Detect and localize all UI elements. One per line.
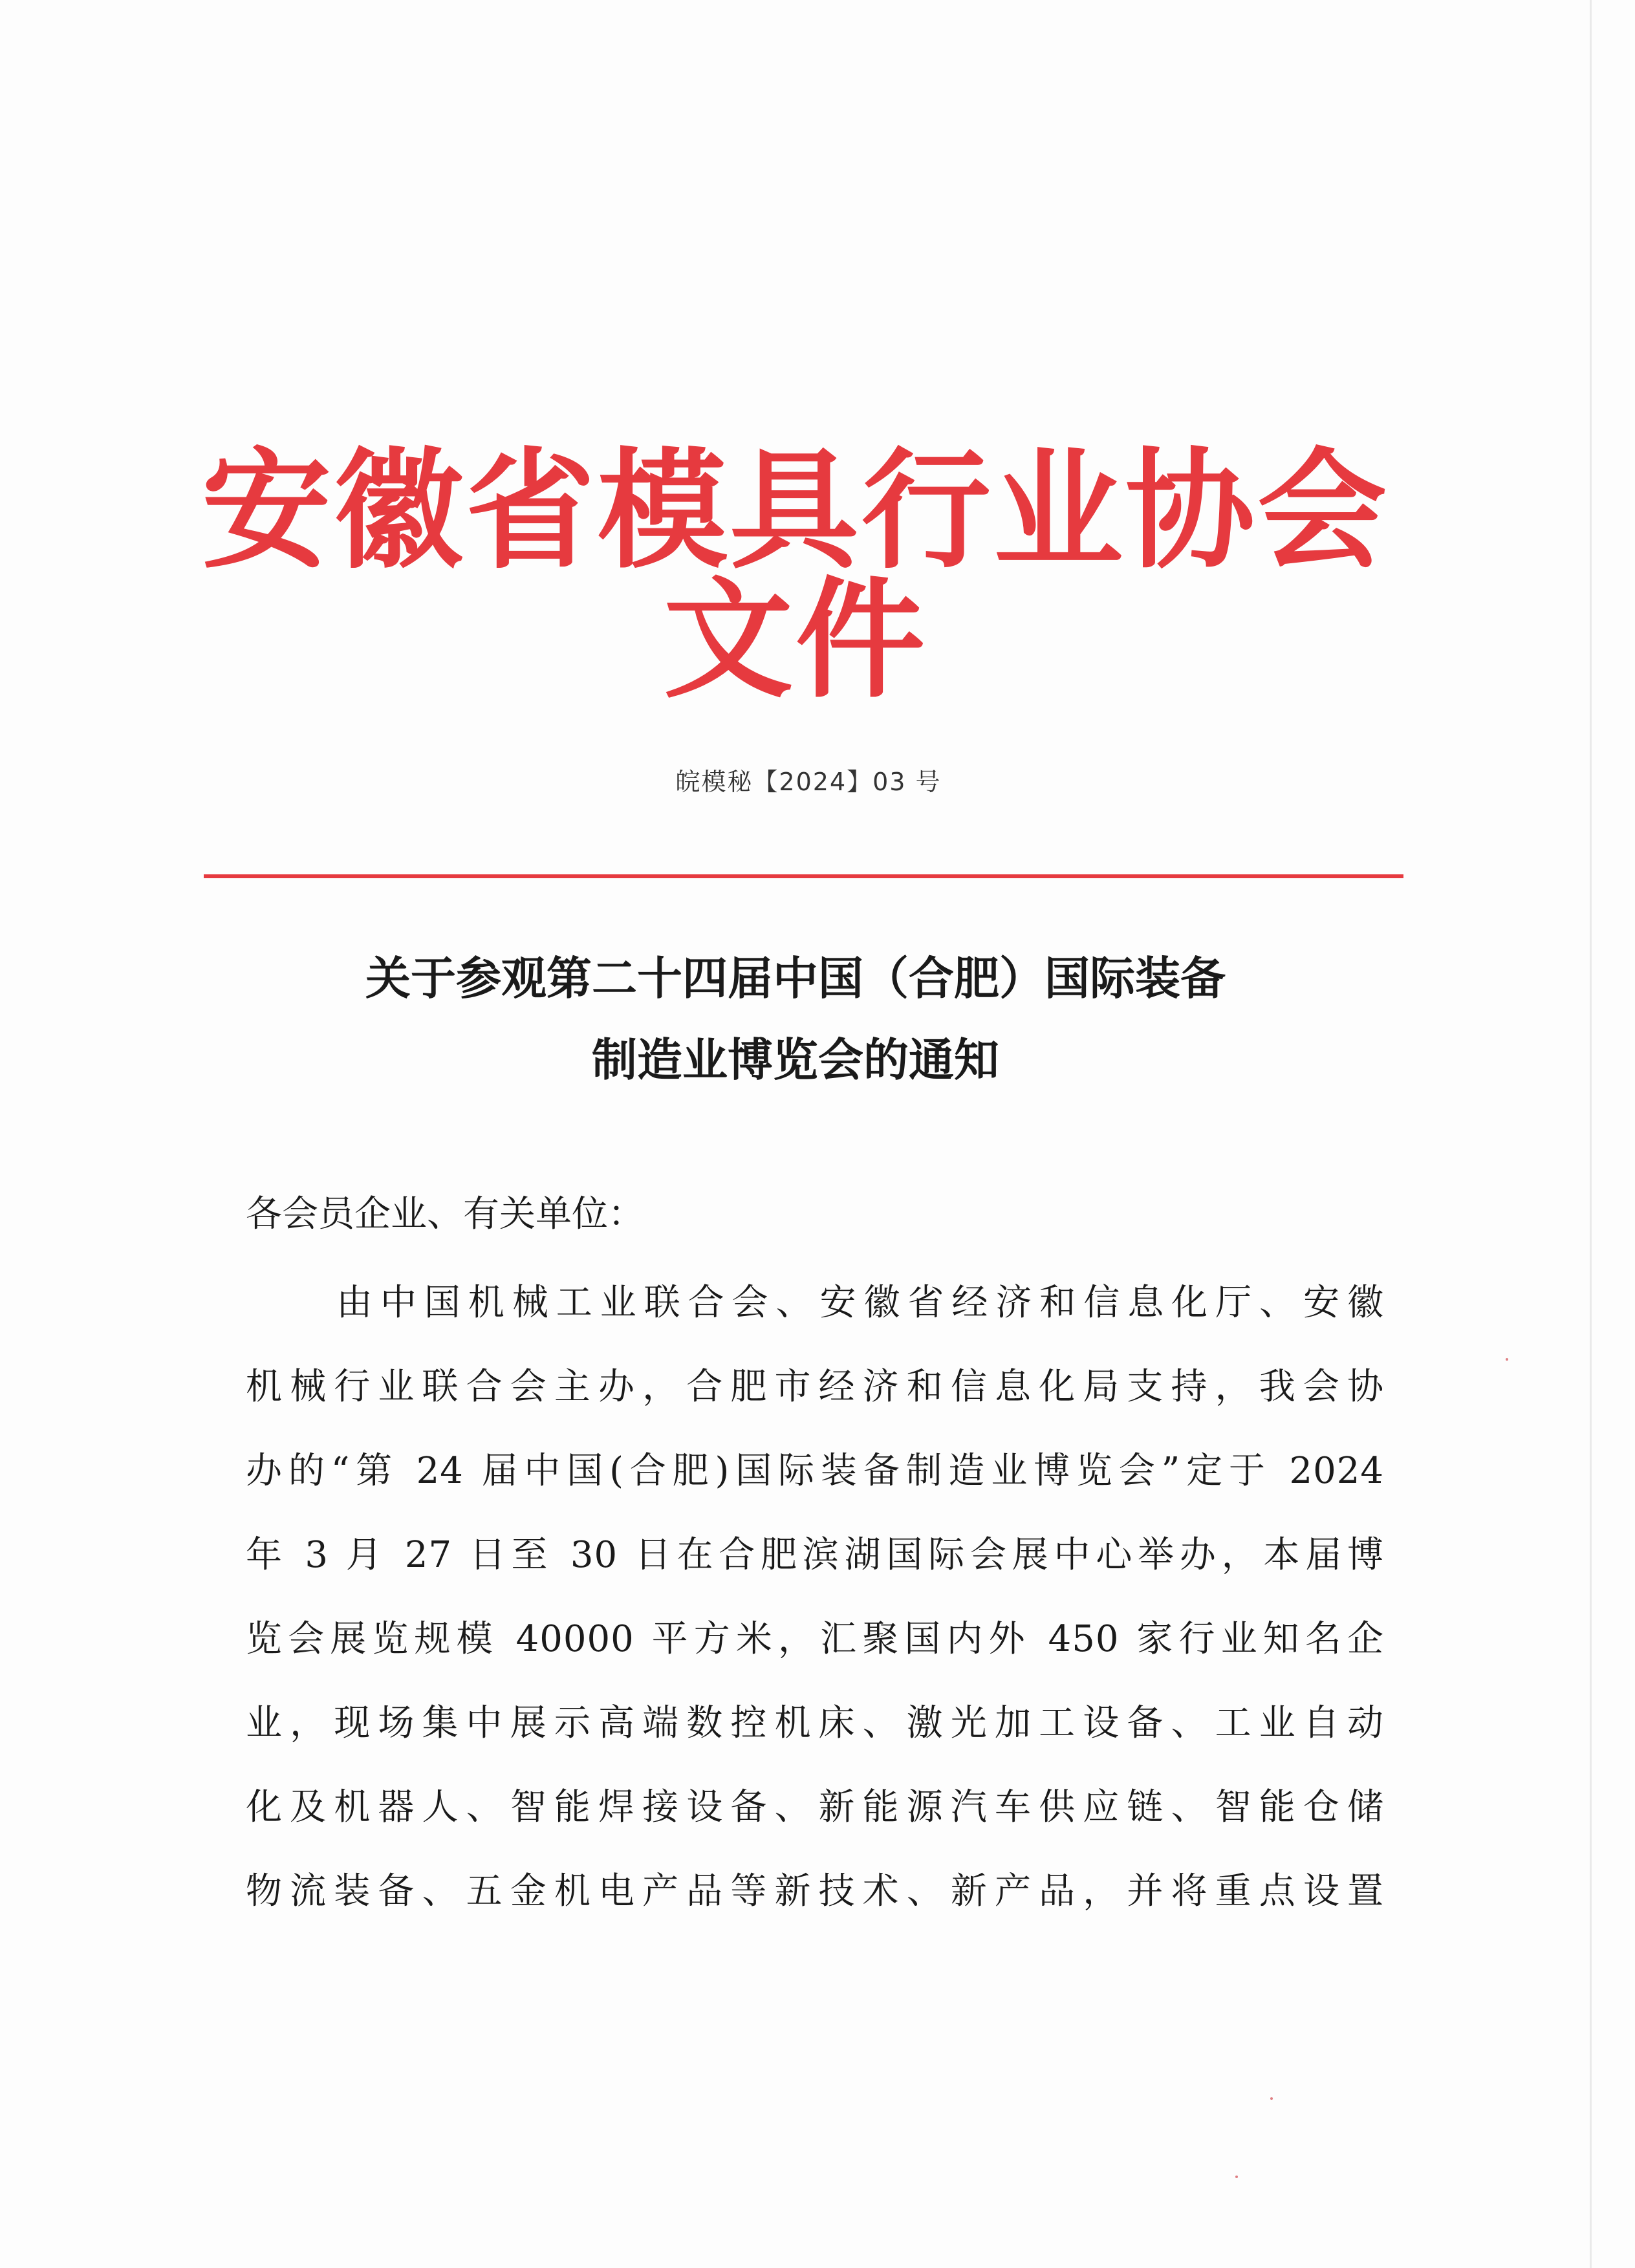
scan-speck xyxy=(1506,1358,1508,1361)
document-number: 皖模秘【2024】03 号 xyxy=(675,768,942,796)
red-divider-line xyxy=(204,874,1403,878)
body-line: 业，现场集中展示高端数控机床、激光加工设备、工业自动 xyxy=(246,1702,1384,1744)
notice-title-line: 制造业博览会的通知 xyxy=(592,1033,999,1086)
notice-title xyxy=(194,938,1397,1101)
body-line: 览会展览规模 40000 平方米，汇聚国内外 450 家行业知名企 xyxy=(246,1618,1384,1660)
body-line: 由中国机械工业联合会、安徽省经济和信息化厅、安徽 xyxy=(336,1282,1384,1324)
salutation: 各会员企业、有关单位： xyxy=(246,1193,644,1235)
body-line: 年 3 月 27 日至 30 日在合肥滨湖国际会展中心举办，本届博 xyxy=(246,1534,1384,1576)
scan-speck xyxy=(1235,2176,1238,2178)
notice-title-line: 关于参观第二十四届中国（合肥）国际装备 xyxy=(365,951,1226,1005)
scan-speck xyxy=(1270,2097,1273,2100)
notice-body xyxy=(246,1261,1384,1934)
body-line: 办的“第 24 届中国(合肥)国际装备制造业博览会”定于 2024 xyxy=(246,1450,1384,1492)
body-line: 化及机器人、智能焊接设备、新能源汽车供应链、智能仓储 xyxy=(246,1786,1384,1828)
body-line: 物流装备、五金机电产品等新技术、新产品，并将重点设置 xyxy=(246,1870,1384,1912)
body-line: 机械行业联合会主办，合肥市经济和信息化局支持，我会协 xyxy=(246,1366,1384,1408)
header-title: 安徽省模具行业协会文件 xyxy=(201,435,1389,716)
paper-fold-line xyxy=(1590,0,1592,2268)
